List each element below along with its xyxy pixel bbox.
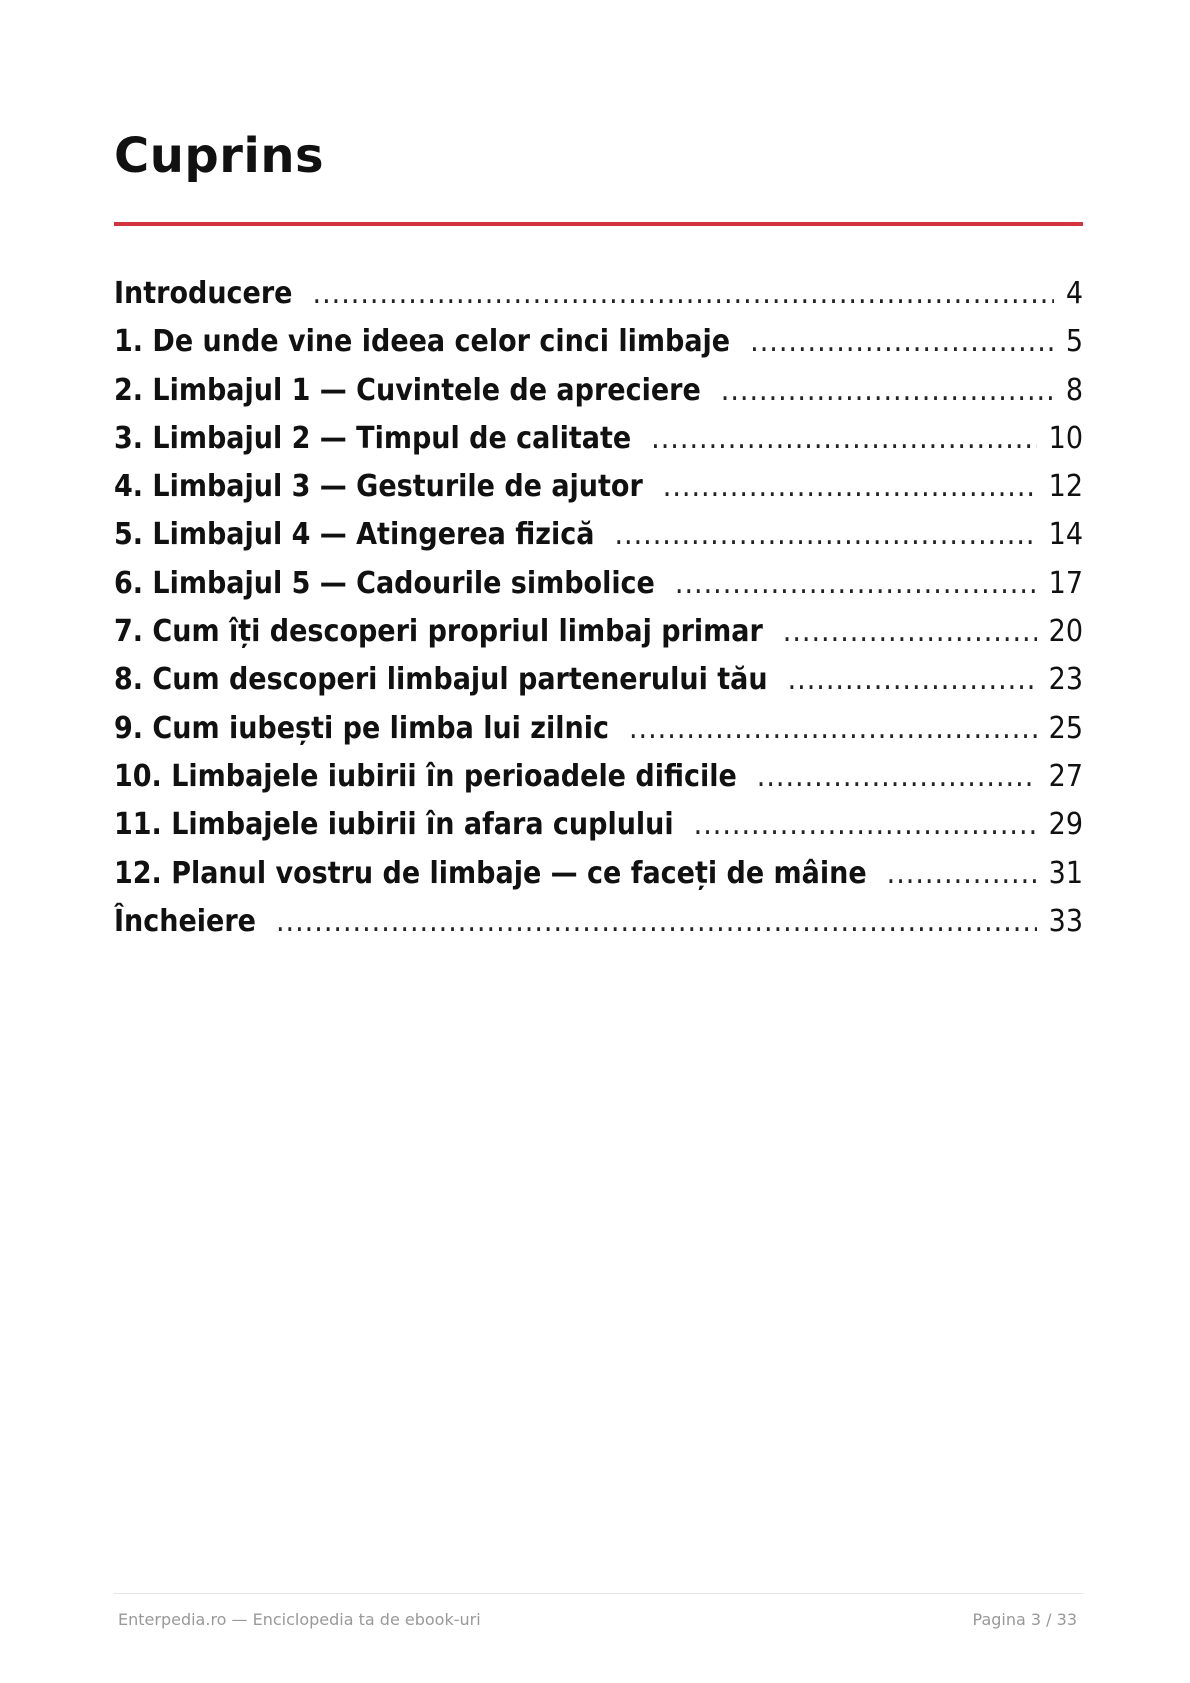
toc-entry-page: 25 [1048, 710, 1083, 746]
toc-entry-title: 3. Limbajul 2 — Timpul de calitate [114, 420, 632, 456]
toc-entry-page: 27 [1048, 758, 1083, 794]
toc-dot-leader [694, 807, 1037, 842]
toc-entry-chapter-7[interactable] [114, 614, 1083, 662]
toc-dot-leader [663, 469, 1037, 504]
toc-entry-page: 31 [1048, 855, 1083, 891]
toc-entry-incheiere[interactable] [114, 904, 1083, 952]
footer-site-name: Enterpedia.ro — Enciclopedia ta de ebook-uri [118, 1610, 481, 1629]
toc-entry-page: 5 [1065, 324, 1083, 360]
toc-entry-chapter-12[interactable] [114, 856, 1083, 904]
toc-entry-chapter-6[interactable] [114, 566, 1083, 614]
toc-entry-title: 4. Limbajul 3 — Gesturile de ajutor [114, 469, 643, 505]
toc-entry-page: 33 [1048, 903, 1083, 939]
page-title: Cuprins [114, 128, 325, 184]
toc-entry-chapter-1[interactable] [114, 324, 1083, 372]
title-divider [114, 222, 1083, 226]
toc-dot-leader [757, 759, 1037, 794]
toc-dot-leader [629, 711, 1037, 746]
toc-entry-page: 12 [1048, 469, 1083, 505]
toc-dot-leader [675, 566, 1037, 601]
toc-entry-page: 4 [1065, 276, 1083, 311]
toc-entry-title: 2. Limbajul 1 — Cuvintele de apreciere [114, 372, 701, 408]
toc-dot-leader [721, 373, 1054, 408]
toc-entry-chapter-10[interactable] [114, 759, 1083, 807]
toc-entry-page: 29 [1048, 807, 1083, 843]
toc-entry-title: 1. De unde vine ideea celor cinci limbaje [114, 324, 731, 360]
footer-page-number: Pagina 3 / 33 [972, 1610, 1077, 1629]
table-of-contents [114, 276, 1083, 952]
toc-entry-chapter-3[interactable] [114, 421, 1083, 469]
toc-entry-title: 9. Cum iubești pe limba lui zilnic [114, 710, 609, 746]
toc-entry-title: Încheiere [114, 903, 256, 939]
toc-entry-chapter-5[interactable] [114, 517, 1083, 565]
toc-dot-leader [783, 614, 1037, 649]
toc-dot-leader [788, 662, 1037, 697]
toc-entry-page: 14 [1048, 517, 1083, 553]
toc-entry-title: 11. Limbajele iubirii în afara cuplului [114, 807, 674, 843]
toc-entry-title: 12. Planul vostru de limbaje — ce faceți de mâine [114, 855, 867, 891]
toc-dot-leader [614, 517, 1036, 552]
toc-dot-leader [750, 324, 1054, 359]
toc-dot-leader [651, 421, 1036, 456]
toc-entry-page: 10 [1048, 420, 1083, 456]
toc-entry-chapter-9[interactable] [114, 711, 1083, 759]
toc-entry-chapter-8[interactable] [114, 662, 1083, 710]
toc-dot-leader [887, 856, 1037, 891]
toc-entry-title: 5. Limbajul 4 — Atingerea fizică [114, 517, 595, 553]
toc-entry-chapter-11[interactable] [114, 807, 1083, 855]
toc-entry-page: 23 [1048, 662, 1083, 698]
toc-entry-title: 7. Cum îți descoperi propriul limbaj primar [114, 614, 763, 650]
toc-entry-title: 8. Cum descoperi limbajul partenerului tău [114, 662, 768, 698]
toc-entry-chapter-4[interactable] [114, 469, 1083, 517]
toc-entry-title: Introducere [114, 276, 293, 311]
toc-entry-chapter-2[interactable] [114, 373, 1083, 421]
toc-entry-introducere[interactable] [114, 276, 1083, 324]
toc-entry-title: 6. Limbajul 5 — Cadourile simbolice [114, 565, 655, 601]
toc-entry-page: 8 [1065, 372, 1083, 408]
toc-entry-page: 20 [1048, 614, 1083, 650]
toc-entry-title: 10. Limbajele iubirii în perioadele dificile [114, 758, 737, 794]
toc-entry-page: 17 [1048, 565, 1083, 601]
toc-dot-leader [276, 904, 1037, 939]
toc-dot-leader [313, 276, 1054, 311]
footer-divider [114, 1593, 1083, 1594]
